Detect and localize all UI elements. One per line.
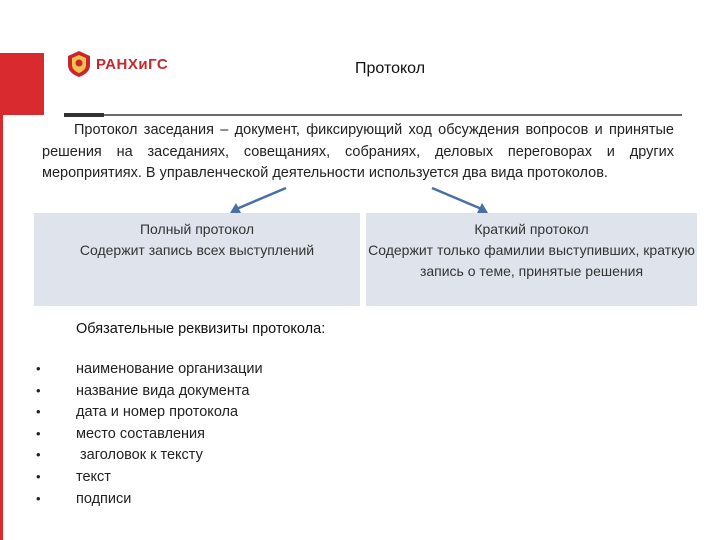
title-divider-accent — [64, 113, 104, 117]
bullet: • — [36, 361, 41, 376]
short-protocol-title: Краткий протокол — [474, 221, 589, 237]
list-item: • место составления — [36, 423, 263, 445]
intro-text: – документ, фиксирующий ход обсуждения вопросов и принятые решения на заседаниях, совещаниях, собраниях, деловых переговорах и других мероприятиях. В управленческой деятельности используется два вида протоколов. — [42, 122, 674, 181]
intro-paragraph — [42, 120, 674, 185]
logo-text: РАНХиГС — [96, 55, 169, 73]
list-item: • подписи — [36, 488, 263, 510]
intro-term: Протокол заседания — [74, 122, 214, 138]
short-protocol-box — [366, 213, 697, 306]
list-item: • название вида документа — [36, 380, 263, 402]
bullet: • — [36, 382, 41, 398]
bullet: • — [36, 490, 41, 506]
bullet: • — [36, 447, 41, 463]
list-item: • заголовок к тексту — [36, 444, 263, 466]
bullet: • — [36, 404, 41, 420]
requisites-list — [36, 358, 263, 509]
accent-red-block — [0, 53, 44, 115]
arrow-left-icon — [228, 186, 288, 216]
full-protocol-box — [34, 213, 360, 306]
list-item: • текст — [36, 466, 263, 488]
short-protocol-description: Содержит только фамилии выступивших, краткую запись о теме, принятые решения — [368, 242, 695, 279]
requisites-title: Обязательные реквизиты протокола: — [76, 321, 326, 337]
list-item: • наименование организации — [36, 358, 263, 380]
accent-vertical-line — [0, 53, 3, 540]
arrow-right-icon — [430, 186, 490, 216]
bullet: • — [36, 468, 41, 484]
full-protocol-description: Содержит запись всех выступлений — [79, 242, 315, 258]
title-divider — [64, 114, 682, 116]
list-item: • дата и номер протокола — [36, 401, 263, 423]
logo — [66, 50, 168, 78]
page-title: Протокол — [355, 60, 426, 77]
emblem-icon — [66, 50, 92, 78]
full-protocol-title: Полный протокол — [139, 221, 255, 237]
bullet: • — [36, 425, 41, 441]
